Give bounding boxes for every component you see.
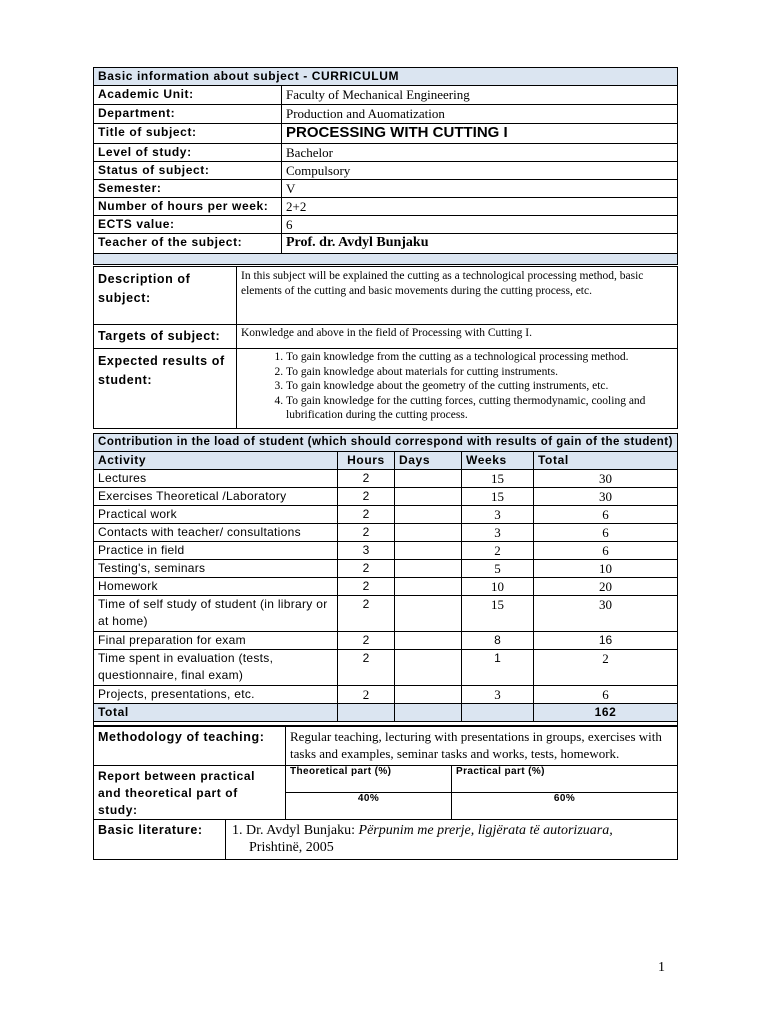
hours-cell: 3 <box>338 542 395 560</box>
section-separator <box>94 254 678 265</box>
curriculum-header: Basic information about subject - CURRICULUM <box>94 68 678 86</box>
load-title: Contribution in the load of student (which should correspond with results of gain of the student) <box>94 434 678 452</box>
methodology-label: Methodology of teaching: <box>94 726 286 766</box>
report-label: Report between practical and theoretical part of study: <box>94 766 286 820</box>
practical-part-value: 60% <box>452 793 678 820</box>
activity-cell: Testing's, seminars <box>94 560 338 578</box>
hours-cell: 2 <box>338 650 395 686</box>
hours-header: Hours <box>338 452 395 470</box>
description-table <box>93 266 678 429</box>
literature-author: Dr. Avdyl Bunjaku: <box>246 823 359 838</box>
weeks-cell: 3 <box>462 506 534 524</box>
total-cell: 30 <box>534 488 678 506</box>
list-item: 4. To gain knowledge for the cutting forces, cutting thermodynamic, cooling and lubrification during the cutting process. <box>286 394 673 423</box>
days-cell <box>395 650 462 686</box>
literature-title: Përpunim me prerje, ligjërata të autorizuara, <box>358 823 613 838</box>
total-cell: 6 <box>534 542 678 560</box>
days-cell <box>395 542 462 560</box>
teacher-value: Prof. dr. Avdyl Bunjaku <box>282 234 678 254</box>
table-row <box>94 560 678 578</box>
ects-value-label: ECTS value: <box>94 216 282 234</box>
description-label: Description of subject: <box>94 267 237 325</box>
weeks-cell: 15 <box>462 488 534 506</box>
ects-value: 6 <box>282 216 678 234</box>
weeks-cell: 8 <box>462 632 534 650</box>
total-cell: 6 <box>534 506 678 524</box>
activity-cell: Exercises Theoretical /Laboratory <box>94 488 338 506</box>
activity-cell: Lectures <box>94 470 338 488</box>
title-of-subject-label: Title of subject: <box>94 124 282 144</box>
targets-text: Konwledge and above in the field of Processing with Cutting I. <box>237 325 678 349</box>
table-row <box>94 578 678 596</box>
weeks-cell: 5 <box>462 560 534 578</box>
hours-cell: 2 <box>338 524 395 542</box>
days-cell <box>395 470 462 488</box>
methodology-text: Regular teaching, lecturing with presentations in groups, exercises with tasks and examples, seminar tasks and works, tests, homework. <box>286 726 678 766</box>
total-row-weeks <box>462 704 534 722</box>
list-item: 1. To gain knowledge from the cutting as a technological processing method. <box>286 350 673 365</box>
academic-unit-value: Faculty of Mechanical Engineering <box>282 86 678 105</box>
semester-label: Semester: <box>94 180 282 198</box>
literature-entry <box>226 820 678 860</box>
literature-number: 1. <box>232 823 243 838</box>
table-row <box>94 632 678 650</box>
hours-cell: 2 <box>338 686 395 704</box>
table-row <box>94 542 678 560</box>
hours-cell: 2 <box>338 488 395 506</box>
hours-cell: 2 <box>338 560 395 578</box>
activity-cell: Time spent in evaluation (tests, questionnaire, final exam) <box>94 650 338 686</box>
weeks-cell: 15 <box>462 596 534 632</box>
total-row-value: 162 <box>534 704 678 722</box>
weeks-cell: 1 <box>462 650 534 686</box>
days-cell <box>395 686 462 704</box>
total-cell: 30 <box>534 470 678 488</box>
days-cell <box>395 524 462 542</box>
activity-cell: Contacts with teacher/ consultations <box>94 524 338 542</box>
hours-cell: 2 <box>338 506 395 524</box>
level-of-study-label: Level of study: <box>94 144 282 162</box>
academic-unit-label: Academic Unit: <box>94 86 282 105</box>
status-of-subject-value: Compulsory <box>282 162 678 180</box>
days-cell <box>395 506 462 524</box>
activity-cell: Practice in field <box>94 542 338 560</box>
activity-cell: Time of self study of student (in library or at home) <box>94 596 338 632</box>
theoretical-part-header: Theoretical part (%) <box>286 766 452 793</box>
table-row <box>94 596 678 632</box>
activity-cell: Homework <box>94 578 338 596</box>
table-row <box>94 488 678 506</box>
hours-cell: 2 <box>338 632 395 650</box>
total-header: Total <box>534 452 678 470</box>
theoretical-part-value: 40% <box>286 793 452 820</box>
table-row <box>94 506 678 524</box>
total-cell: 6 <box>534 686 678 704</box>
level-of-study-value: Bachelor <box>282 144 678 162</box>
days-cell <box>395 632 462 650</box>
expected-results-list <box>241 350 673 423</box>
list-item: 2. To gain knowledge about materials for cutting instruments. <box>286 365 673 380</box>
weeks-header: Weeks <box>462 452 534 470</box>
expected-results-label: Expected results of student: <box>94 349 237 429</box>
table-row <box>94 470 678 488</box>
page-number: 1 <box>658 960 665 975</box>
days-header: Days <box>395 452 462 470</box>
total-row <box>94 704 678 722</box>
activity-cell: Final preparation for exam <box>94 632 338 650</box>
methodology-table <box>93 725 678 860</box>
total-row-hours <box>338 704 395 722</box>
total-cell: 10 <box>534 560 678 578</box>
total-cell: 16 <box>534 632 678 650</box>
days-cell <box>395 578 462 596</box>
days-cell <box>395 488 462 506</box>
hours-cell: 2 <box>338 578 395 596</box>
days-cell <box>395 560 462 578</box>
weeks-cell: 2 <box>462 542 534 560</box>
total-cell: 2 <box>534 650 678 686</box>
total-row-days <box>395 704 462 722</box>
semester-value: V <box>282 180 678 198</box>
description-text: In this subject will be explained the cutting as a technological processing method, basic elements of the cutting and basic movements during the cutting process, etc. <box>237 267 678 325</box>
weeks-cell: 15 <box>462 470 534 488</box>
activity-cell: Projects, presentations, etc. <box>94 686 338 704</box>
days-cell <box>395 596 462 632</box>
total-cell: 20 <box>534 578 678 596</box>
total-cell: 6 <box>534 524 678 542</box>
table-row <box>94 524 678 542</box>
hours-per-week-label: Number of hours per week: <box>94 198 282 216</box>
hours-per-week-value: 2+2 <box>282 198 678 216</box>
department-value: Production and Auomatization <box>282 105 678 124</box>
literature-place: Prishtinë, 2005 <box>249 840 334 855</box>
activity-cell: Practical work <box>94 506 338 524</box>
teacher-label: Teacher of the subject: <box>94 234 282 254</box>
title-of-subject-value: PROCESSING WITH CUTTING I <box>282 124 678 144</box>
department-label: Department: <box>94 105 282 124</box>
total-row-label: Total <box>94 704 338 722</box>
table-row <box>94 686 678 704</box>
basic-info-table <box>93 67 678 265</box>
targets-label: Targets of subject: <box>94 325 237 349</box>
expected-results-list-cell <box>237 349 678 429</box>
weeks-cell: 10 <box>462 578 534 596</box>
literature-line-1 <box>232 822 673 839</box>
hours-cell: 2 <box>338 470 395 488</box>
table-row <box>94 650 678 686</box>
list-item: 3. To gain knowledge about the geometry of the cutting instruments, etc. <box>286 379 673 394</box>
weeks-cell: 3 <box>462 524 534 542</box>
literature-label: Basic literature: <box>94 820 226 860</box>
weeks-cell: 3 <box>462 686 534 704</box>
activity-header: Activity <box>94 452 338 470</box>
total-cell: 30 <box>534 596 678 632</box>
hours-cell: 2 <box>338 596 395 632</box>
practical-part-header: Practical part (%) <box>452 766 678 793</box>
student-load-table <box>93 433 678 727</box>
status-of-subject-label: Status of subject: <box>94 162 282 180</box>
